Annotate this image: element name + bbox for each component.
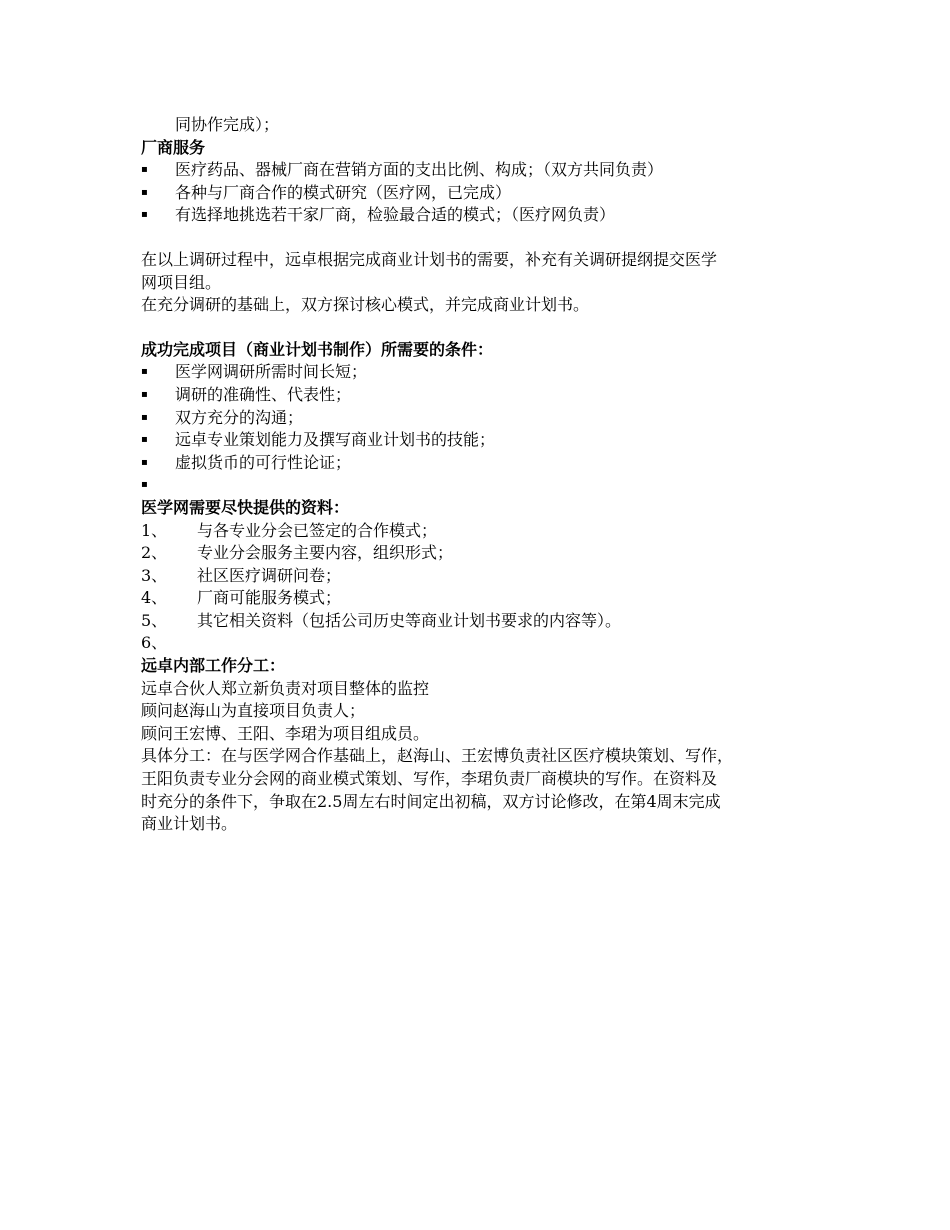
list-item-number: 2、 — [141, 543, 168, 563]
square-bullet-icon: ▪ — [141, 388, 148, 400]
square-bullet-icon: ▪ — [141, 479, 148, 491]
list-item-number: 1、 — [141, 520, 168, 540]
list-item — [141, 407, 831, 430]
vendor-services-heading: 厂商服务 — [141, 137, 206, 157]
list-item — [141, 429, 831, 452]
square-bullet-icon: ▪ — [141, 411, 148, 423]
spacer — [141, 227, 831, 249]
paragraph-line: 网项目组。 — [141, 272, 222, 292]
list-item-text: 各种与厂商合作的模式研究（医疗网，已完成） — [175, 182, 512, 202]
square-bullet-icon: ▪ — [141, 366, 148, 378]
paragraph-line: 具体分工：在与医学网合作基础上，赵海山、王宏博负责社区医疗模块策划、写作， — [141, 746, 734, 766]
list-item — [141, 384, 831, 407]
vendor-services-list — [141, 159, 831, 227]
list-item — [141, 159, 831, 182]
continuation-line: 同协作完成）； — [175, 115, 280, 134]
list-item — [141, 610, 831, 633]
paragraph-line: 王阳负责专业分会网的商业模式策划、写作，李珺负责厂商模块的写作。在资料及 — [141, 769, 718, 789]
list-item — [141, 204, 831, 227]
paragraph-line: 在充分调研的基础上，双方探讨核心模式，并完成商业计划书。 — [141, 295, 590, 315]
paragraph-line: 顾问赵海山为直接项目负责人； — [141, 701, 366, 721]
list-item — [141, 474, 831, 497]
materials-list — [141, 520, 831, 656]
paragraph-line: 在以上调研过程中，远卓根据完成商业计划书的需要，补充有关调研提纲提交医学 — [141, 249, 718, 269]
spacer — [141, 317, 831, 339]
conditions-list — [141, 361, 831, 497]
list-item-number: 5、 — [141, 610, 168, 630]
square-bullet-icon: ▪ — [141, 209, 148, 221]
list-item-text: 远卓专业策划能力及撰写商业计划书的技能； — [175, 430, 496, 450]
materials-heading: 医学网需要尽快提供的资料： — [141, 497, 350, 517]
research-paragraph — [141, 249, 831, 317]
list-item-text: 有选择地挑选若干家厂商，检验最合适的模式；（医疗网负责） — [175, 205, 616, 225]
document-page — [141, 114, 831, 836]
square-bullet-icon: ▪ — [141, 434, 148, 446]
list-item-text: 其它相关资料（包括公司历史等商业计划书要求的内容等）。 — [197, 610, 622, 630]
list-item-number: 4、 — [141, 588, 168, 608]
list-item — [141, 587, 831, 610]
list-item-text: 厂商可能服务模式； — [197, 588, 342, 608]
list-item — [141, 182, 831, 205]
list-item-text: 虚拟货币的可行性论证； — [175, 452, 352, 472]
list-item — [141, 632, 831, 655]
list-item — [141, 565, 831, 588]
list-item-text: 调研的准确性、代表性； — [175, 384, 352, 404]
division-paragraph — [141, 678, 831, 836]
list-item-text: 专业分会服务主要内容，组织形式； — [197, 543, 454, 563]
list-item — [141, 361, 831, 384]
square-bullet-icon: ▪ — [141, 164, 148, 176]
division-heading: 远卓内部工作分工： — [141, 656, 286, 676]
list-item — [141, 452, 831, 475]
list-item — [141, 542, 831, 565]
list-item-number: 3、 — [141, 565, 168, 585]
square-bullet-icon: ▪ — [141, 456, 148, 468]
paragraph-line: 远卓合伙人郑立新负责对项目整体的监控 — [141, 678, 430, 698]
list-item — [141, 520, 831, 543]
list-item-text: 医疗药品、器械厂商在营销方面的支出比例、构成；（双方共同负责） — [175, 160, 664, 180]
paragraph-line: 商业计划书。 — [141, 814, 238, 834]
list-item-text: 社区医疗调研问卷； — [197, 565, 342, 585]
paragraph-line: 时充分的条件下，争取在2.5周左右时间定出初稿，双方讨论修改，在第4周末完成 — [141, 791, 721, 811]
list-item-text: 医学网调研所需时间长短； — [175, 362, 368, 382]
list-item-text: 与各专业分会已签定的合作模式； — [197, 520, 438, 540]
paragraph-line: 顾问王宏博、王阳、李珺为项目组成员。 — [141, 723, 430, 743]
square-bullet-icon: ▪ — [141, 186, 148, 198]
conditions-heading: 成功完成项目（商业计划书制作）所需要的条件： — [141, 339, 494, 359]
list-item-number: 6、 — [141, 633, 168, 653]
list-item-text: 双方充分的沟通； — [175, 407, 304, 427]
